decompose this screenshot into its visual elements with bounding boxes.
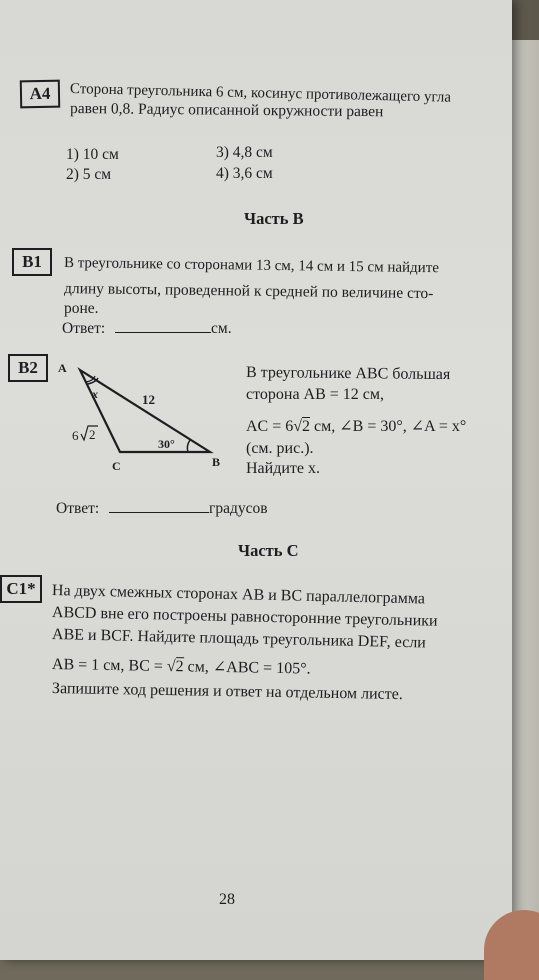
b1-answer xyxy=(62,318,232,338)
b2-line3-suffix: см, ∠B = 30°, ∠A = x° xyxy=(310,418,467,435)
vertex-a-label: A xyxy=(58,361,67,375)
b2-text-line4: (см. рис.). xyxy=(246,440,314,457)
angle-b-arc xyxy=(187,440,190,452)
side-ab-label: 12 xyxy=(142,392,155,407)
task-tag-a4: A4 xyxy=(20,80,60,109)
task-tag-b2: B2 xyxy=(8,354,48,382)
vertex-c-label: C xyxy=(112,459,121,473)
task-tag-c1: C1* xyxy=(0,575,42,603)
b2-line3-prefix: AC = 6 xyxy=(246,418,294,435)
c1-line4-prefix: AB = 1 см, BC = xyxy=(51,656,167,676)
b1-answer-unit: см. xyxy=(211,320,232,337)
b2-answer-field[interactable] xyxy=(109,498,209,513)
b2-answer-label: Ответ: xyxy=(56,500,100,517)
b2-triangle-figure xyxy=(50,356,230,476)
c1-text-line2: ABCD вне его построены равносторонние треугольники xyxy=(51,604,438,630)
a4-option-2: 2) 5 см xyxy=(66,166,112,183)
c1-text-line3: ABE и BCF. Найдите площадь треугольника DEF, если xyxy=(51,626,427,652)
b1-answer-field[interactable] xyxy=(115,318,211,333)
b2-answer-unit: градусов xyxy=(209,500,268,517)
part-b-heading: Часть B xyxy=(244,209,304,228)
vertex-b-label: B xyxy=(212,455,221,469)
b2-line3-radical: √ xyxy=(293,418,303,435)
c1-text-line4 xyxy=(52,656,311,679)
b1-text-line1: В треугольнике со сторонами 13 см, 14 см и 15 см найдите xyxy=(63,255,440,277)
b2-text-line1: В треугольнике ABC большая xyxy=(245,364,451,384)
part-c-heading: Часть C xyxy=(238,541,299,560)
side-ac-radicand: 2 xyxy=(89,427,96,442)
c1-text-line1: На двух смежных сторонах AB и BC параллелограмма xyxy=(51,582,426,608)
b2-text-line3 xyxy=(246,418,466,436)
b2-answer xyxy=(56,498,268,518)
b1-text-line3: роне. xyxy=(64,300,99,317)
page-number: 28 xyxy=(219,891,235,908)
b1-text-line2: длину высоты, проведенной к средней по величине сто- xyxy=(63,280,434,303)
c1-text-line5: Запишите ход решения и ответ на отдельном листе. xyxy=(51,680,403,704)
c1-line4-radicand: 2 xyxy=(175,658,184,676)
a4-option-1: 1) 10 см xyxy=(66,146,119,163)
side-ac-coef: 6 xyxy=(72,428,79,443)
task-tag-b1: B1 xyxy=(12,248,52,276)
b2-line3-radicand: 2 xyxy=(302,418,311,435)
a4-text-line2: равен 0,8. Радиус описанной окружности равен xyxy=(69,100,384,121)
a4-option-4: 4) 3,6 см xyxy=(216,165,273,182)
b2-text-line2: сторона AB = 12 см, xyxy=(246,386,385,403)
triangle-abc xyxy=(80,370,210,452)
b1-answer-label: Ответ: xyxy=(62,320,106,337)
a4-option-3: 3) 4,8 см xyxy=(216,144,273,161)
c1-line4-suffix: см, ∠ABC = 105°. xyxy=(183,658,311,678)
b2-text-line5: Найдите x. xyxy=(246,460,321,477)
angle-b-label: 30° xyxy=(158,437,175,451)
c1-line4-radical: √ xyxy=(166,658,176,676)
angle-x-label: x xyxy=(92,387,98,401)
a4-text-line1: Сторона треугольника 6 см, косинус противолежащего угла xyxy=(69,81,452,106)
